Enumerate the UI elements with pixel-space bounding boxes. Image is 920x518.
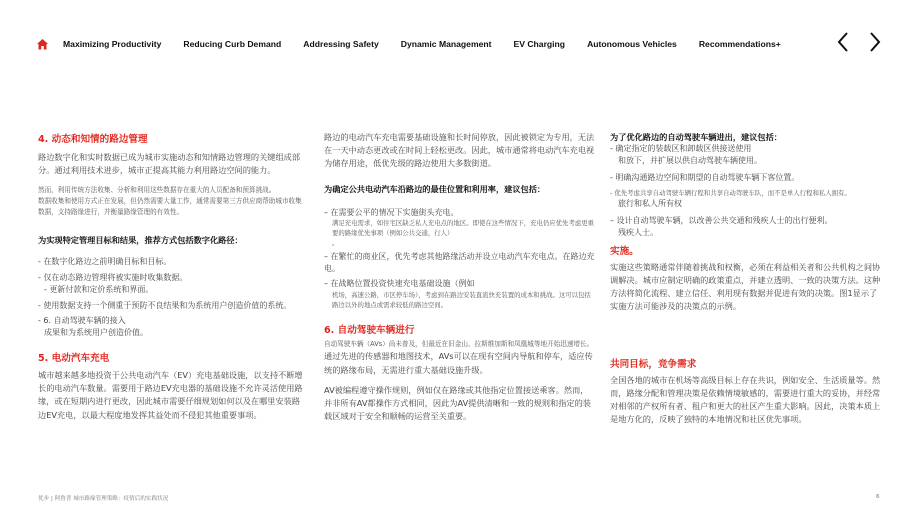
nav-autonomous-vehicles[interactable]: Autonomous Vehicles xyxy=(587,39,677,49)
list-item-detail: 机场，高速公路，市区停车场），考虑到在路边安装直流快充装置的成本和挑战。这可以包括路边以外的地点或需求较低的路边空间。 xyxy=(332,290,591,309)
common-goals-heading: 共同目标，竞争需求 xyxy=(610,358,697,370)
list-item: – 设计自动驾驶车辆，以改善公共交通和残疾人士的出行便利。 xyxy=(610,216,833,226)
list-item: - 6. 自动驾驶车辆的接入 xyxy=(38,316,126,326)
home-icon[interactable] xyxy=(36,38,49,51)
list-item: – 在战略位置投资快速充电基础设施（例如 xyxy=(324,279,475,288)
column-3 xyxy=(610,131,882,426)
list-item: 旅行和私人所有权 xyxy=(618,199,682,209)
list-item: - 使用数据支持一个侧重于预防不良结果和为系统用户创造价值的系统。 xyxy=(38,300,292,310)
ev-charging-continued: 路边的电动汽车充电需要基础设施和长时间停放，因此被锁定为专用，无法在一天中动态更改或在时间上轻松更改。因此，城市通常将电动汽车充电视为储存用途，低优先级的路边使用大多数街道。 xyxy=(324,132,595,169)
section-6-body-2: AV被编程遵守操作规则，例如仅在路缘或其他指定位置接送乘客。然而，并非所有AV都操作方式相同，因此为AV提供清晰和一致的规则和指定的装载区域对于安全和顺畅的运营至关重要。 xyxy=(324,384,591,422)
list-item: - 明确沟通路边空间和期望的自动驾驶车辆下客位置。 xyxy=(610,172,800,182)
nav-reducing-curb-demand[interactable]: Reducing Curb Demand xyxy=(183,39,282,49)
chevron-left-icon[interactable] xyxy=(834,30,852,54)
section-4-recommendation-heading: 为实现特定管理目标和结果，推荐方式包括数字化路径： xyxy=(38,235,243,246)
ev-recommendation-heading: 为确定公共电动汽车沿路边的最佳位置和利用率，建议包括： xyxy=(324,183,546,194)
section-5-body: 城市越来越多地投资于公共电动汽车（EV）充电基础设施，以支持不断增长的电动汽车数量。需要用于路边EV充电器的基础设施不允许灵活使用路缘，或在短期内进行更改，因此城市需要仔细规划如何以及在哪里安装路边EV充电，以最大程度地发挥其益处而不侵犯其他重要事项。 xyxy=(38,369,303,420)
chevron-right-icon[interactable] xyxy=(866,30,884,54)
nav-dynamic-management[interactable]: Dynamic Management xyxy=(400,39,492,49)
footer-source: 优步 | 阿鲁普 城市路缘管理策略：疫情后的实践状况 xyxy=(38,496,169,502)
nav-recommendations[interactable]: Recommendations+ xyxy=(698,39,781,49)
list-item: – 在繁忙的商业区，优先考虑其他路缘活动并设立电动汽车充电点。在路边充电。 xyxy=(324,252,595,274)
section-4-intro: 路边数字化和实时数据已成为城市实施动态和知情路边管理的关键组成部分。通过利用技术进步，城市正提高其能力利用路边空间的能力。 xyxy=(38,152,301,176)
av-recommendation-heading: 为了优化路边的自动驾驶车辆进出，建议包括： xyxy=(610,132,782,142)
list-item: - 确定指定的装载区和卸载区供接送使用 xyxy=(610,144,752,153)
column-1 xyxy=(38,133,308,422)
nav-ev-charging[interactable]: EV Charging xyxy=(513,39,566,49)
list-item: - 优先考虑共享自动驾驶车辆行程和共享自动驾驶车队，而不是单人行程和私人拥有。 xyxy=(610,189,851,198)
nav-addressing-safety[interactable]: Addressing Safety xyxy=(303,39,379,49)
nav-maximizing-productivity[interactable]: Maximizing Productivity xyxy=(63,39,162,49)
section-6-body-1: 通过先进的传感器和地图技术，AVs可以在现有空间内导航和停车，适应传统的路缘布局，无需进行重大基础设施升级。 xyxy=(324,351,593,375)
list-item: 和放下，并扩展以供自动驾驶车辆使用。 xyxy=(618,155,762,165)
section-4-challenges: 然而，利用传统方法收集、分析和利用这些数据存在重大的人员配备和预算挑战。 数据收集和使用方式正在发展，但仍然需要大量工作，通常需要第三方供应商帮助城市收集数据，支持路缘进行，并衡量路缘管理的有效性。 xyxy=(38,186,302,216)
page-number: 6 xyxy=(876,494,880,500)
list-item: - 更新付款和定价系统和界面。 xyxy=(44,284,154,294)
list-item-detail: 。 xyxy=(332,239,339,248)
list-item: 残疾人士。 xyxy=(618,227,658,237)
list-item: - 在数字化路边之前明确目标和目标。 xyxy=(38,257,172,267)
list-item: 成果和为系统用户创造价值。 xyxy=(44,328,148,338)
list-item-detail: 满足充电需求，如住宅区缺乏私人充电点的地区。即使在这些情况下，充电仍应优先考虑更重要的路缘优先事项（例如公共交通，行人） xyxy=(332,219,595,238)
section-6-intro: 自动驾驶车辆（AVs）尚未普及，但最近在旧金山、拉斯维加斯和凤凰城等地开始迅速增长。 xyxy=(324,339,594,348)
section-4-heading: 4. 动态和知情的路边管理 xyxy=(38,134,148,145)
column-2 xyxy=(324,131,596,423)
section-5-heading: 5. 电动汽车充电 xyxy=(38,352,110,364)
list-item: - 仅在动态路边管理将被实施时收集数据。 xyxy=(38,272,188,282)
section-6-heading: 6. 自动驾驶车辆进行 xyxy=(324,324,415,336)
implementation-body: 实施这些策略通常伴随着挑战和权衡，必须在利益相关者和公共机构之间协调解决。城市应制定明确的政策重点，并建立透明、一致的决策方法。这种方法将简化流程、建立信任、利用现有数据并促进有效的决策。图1显示了实施方法可能涉及的决策点的示例。 xyxy=(610,261,881,312)
list-item: – 在需要公平的情况下实施街头充电。 xyxy=(324,207,459,217)
top-nav xyxy=(36,34,896,54)
common-goals-body: 全国各地的城市在机场等高级目标上存在共识，例如安全、生活质量等。然而，路缘分配和管理决策是依赖情境敏感的，需要进行重大的妥协，并经常对相邻的产权所有者、租户和更大的社区产生重大影响。因此，决策本质上是地方化的，反映了独特的本地情况和社区优先事项。 xyxy=(610,374,881,425)
implementation-heading: 实施。 xyxy=(610,245,639,257)
